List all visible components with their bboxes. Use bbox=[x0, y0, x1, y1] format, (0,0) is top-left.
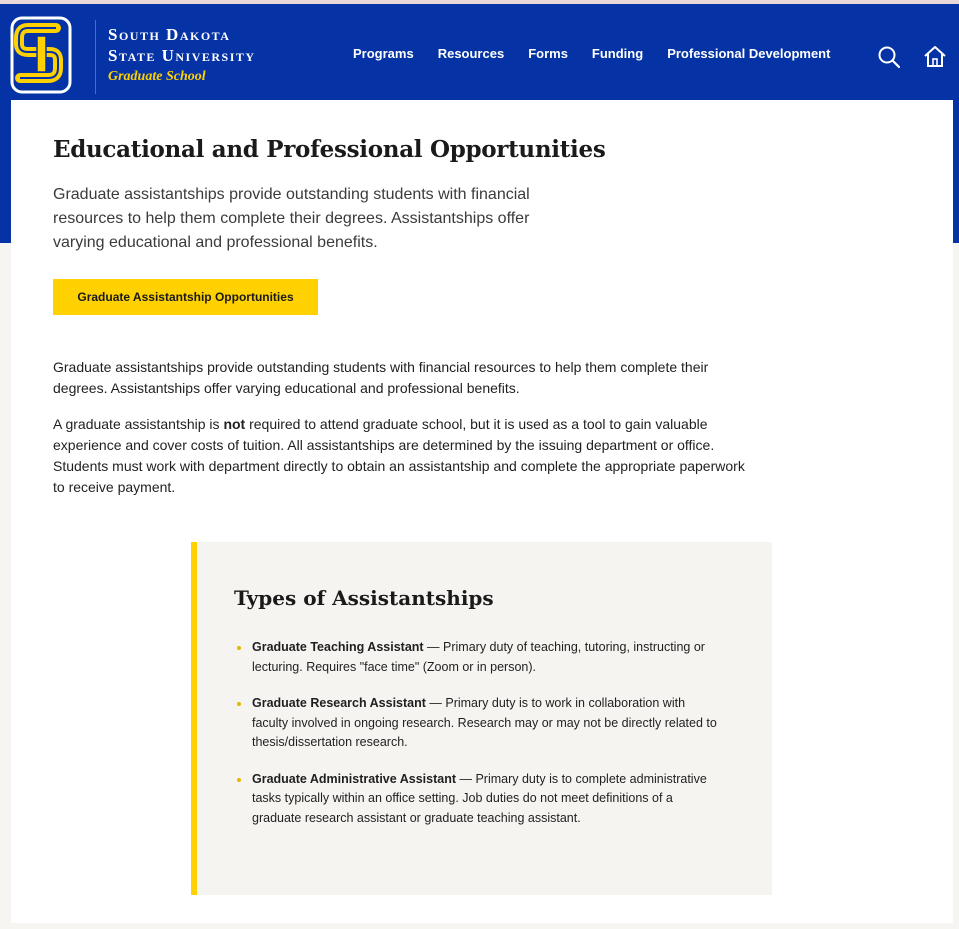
wordmark[interactable] bbox=[108, 24, 256, 85]
assistantship-types-title: Types of Assistantships bbox=[234, 586, 494, 610]
requirement-text-start: A graduate assistantship is bbox=[53, 416, 224, 432]
list-item-desc: — Primary duty is to work in collaboration with faculty involved in ongoing research. Research may or may not be directly related to thesis/dissertation research. bbox=[252, 696, 717, 749]
nav-item-professional-development[interactable]: Professional Development bbox=[667, 46, 831, 61]
sdsu-logo-icon[interactable] bbox=[10, 14, 72, 96]
wordmark-line-2: State University bbox=[108, 46, 256, 65]
bullet-icon bbox=[237, 702, 241, 706]
list-item bbox=[237, 770, 717, 829]
nav-item-resources[interactable]: Resources bbox=[437, 46, 505, 61]
list-item bbox=[237, 638, 717, 677]
logo-divider bbox=[95, 20, 96, 94]
nav-item-forms[interactable]: Forms bbox=[528, 46, 568, 61]
requirement-emphasis: not bbox=[223, 416, 246, 432]
graduate-assistantship-opportunities-button[interactable]: Graduate Assistantship Opportunities bbox=[53, 279, 318, 315]
nav-item-programs[interactable]: Programs bbox=[353, 46, 414, 61]
search-icon[interactable] bbox=[876, 44, 902, 70]
content-card bbox=[11, 100, 953, 923]
assistantship-types-list bbox=[237, 638, 717, 845]
list-item-name: Graduate Research Assistant bbox=[252, 696, 426, 710]
nav-item-funding[interactable]: Funding bbox=[591, 46, 644, 61]
list-item bbox=[237, 694, 717, 753]
list-item-name: Graduate Teaching Assistant bbox=[252, 640, 424, 654]
home-icon[interactable] bbox=[922, 44, 948, 70]
list-item-name: Graduate Administrative Assistant bbox=[252, 771, 456, 786]
list-item-desc: — Primary duty is to complete administrative tasks typically within an office setting. Job duties do not meet definitions of a graduate research assistant or graduate teaching assistant. bbox=[252, 771, 707, 825]
page-title: Educational and Professional Opportunities bbox=[53, 136, 606, 163]
wordmark-subtitle: Graduate School bbox=[108, 69, 206, 84]
requirement-text-end: required to attend graduate school, but it is used as a tool to gain valuable experience and cover costs of tuition. All assistantships are determined by the issuing department or office. Students must work with department directly to obtain an assistantship and complete the appropriate paperwork to receive payment. bbox=[53, 416, 745, 495]
assistantship-types-box bbox=[191, 542, 772, 895]
lead-paragraph: Graduate assistantships provide outstanding students with financial resources to help them complete their degrees. Assistantships offer varying educational and professional benefits. bbox=[53, 186, 530, 251]
list-item-desc: — Primary duty of teaching, tutoring, instructing or lecturing. Requires "face time" (Zoom or in person). bbox=[252, 640, 705, 674]
bullet-icon bbox=[237, 646, 241, 650]
bullet-icon bbox=[237, 778, 241, 782]
intro-paragraph: Graduate assistantships provide outstanding students with financial resources to help them complete their degrees. Assistantships offer varying educational and professional benefits. bbox=[53, 359, 709, 396]
requirement-paragraph bbox=[53, 414, 758, 498]
wordmark-line-1: South Dakota bbox=[108, 25, 231, 44]
main-nav bbox=[353, 46, 854, 61]
